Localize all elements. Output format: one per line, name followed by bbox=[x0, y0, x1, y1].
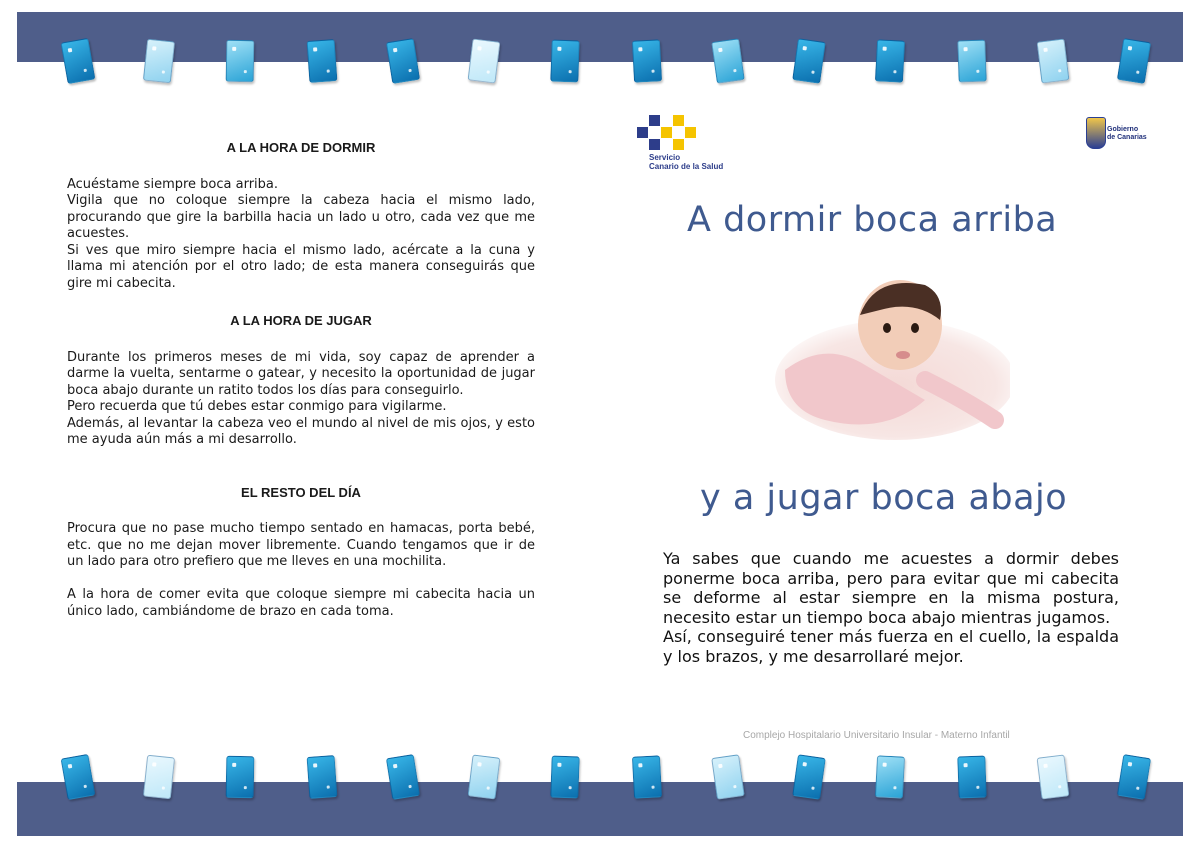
page-subtitle: y a jugar boca abajo bbox=[700, 478, 1068, 518]
gobierno-logo-text: Gobierno de Canarias bbox=[1107, 126, 1147, 141]
decorative-tile-icon bbox=[957, 756, 986, 799]
page-title: A dormir boca arriba bbox=[687, 200, 1058, 240]
decorative-tile-icon bbox=[632, 755, 662, 798]
decorative-tile-icon bbox=[61, 754, 96, 800]
top-decorative-band bbox=[17, 12, 1183, 62]
decorative-tile-icon bbox=[551, 40, 580, 83]
decorative-tile-icon bbox=[792, 754, 826, 799]
decorative-tile-icon bbox=[792, 38, 826, 83]
decorative-tile-icon bbox=[632, 39, 662, 82]
section-text-jugar: Durante los primeros meses de mi vida, soy capaz de aprender a darme la vuelta, sentarme o gatear, y necesito la oportunidad de jugar boca abajo durante un ratito todos los días para conseguirlo. Pero recuerda que tú debes estar conmigo para vigilarme. Además, al levantar la cabeza veo el mundo al nivel de mis ojos, y esto me ayuda aún más a mi desarrollo. bbox=[67, 349, 535, 447]
decorative-tile-icon bbox=[306, 39, 337, 83]
decorative-tile-icon bbox=[143, 39, 175, 84]
decorative-tile-icon bbox=[1036, 754, 1069, 799]
section-title-jugar: A LA HORA DE JUGAR bbox=[230, 313, 372, 328]
left-panel bbox=[67, 140, 535, 620]
decorative-tile-icon bbox=[551, 756, 580, 799]
baby-photo bbox=[765, 270, 1010, 445]
section-title-dormir: A LA HORA DE DORMIR bbox=[226, 140, 376, 155]
decorative-tile-icon bbox=[1036, 38, 1069, 83]
decorative-tile-icon bbox=[711, 754, 745, 799]
decorative-tile-icon bbox=[468, 754, 501, 799]
intro-paragraph: Ya sabes que cuando me acuestes a dormir debes ponerme boca arriba, pero para evitar que mi cabecita se deforme al estar siempre en la misma postura, necesito estar un tiempo boca abajo mientras jugamos. Así, conseguiré tener más fuerza en el cuello, la espalda y los brazos, y me desarrollaré mejor. bbox=[663, 549, 1119, 666]
coat-of-arms-icon bbox=[1086, 117, 1106, 149]
decorative-tile-icon bbox=[386, 754, 420, 800]
decorative-tile-icon bbox=[226, 756, 255, 798]
decorative-tile-icon bbox=[875, 755, 905, 798]
decorative-tile-icon bbox=[306, 755, 337, 799]
decorative-tile-icon bbox=[143, 755, 175, 800]
gobierno-canarias-logo bbox=[1086, 117, 1147, 149]
decorative-tile-icon bbox=[711, 38, 745, 83]
section-text-dormir: Acuéstame siempre boca arriba. Vigila que no coloque siempre la cabeza hacia el mismo lado, procurando que gire la barbilla hacia un lado u otro, cada vez que me acuestes. Si ves que miro siempre hacia el mismo lado, acércate a la cuna y llama mi atención por el otro lado; de esta manera conseguirás que gire mi cabecita. bbox=[67, 176, 535, 291]
scs-logo-text: Servicio Canario de la Salud bbox=[649, 153, 724, 171]
bottom-decorative-band bbox=[17, 782, 1183, 836]
decorative-tile-icon bbox=[226, 40, 255, 82]
decorative-tile-icon bbox=[875, 39, 905, 82]
section-title-resto: EL RESTO DEL DÍA bbox=[241, 484, 361, 500]
section-text-resto: Procura que no pase mucho tiempo sentado en hamacas, porta bebé, etc. que no me dejan mover libremente. Cuando tengamos que ir de un lado para otro prefiero que me lleves en una mochilita. A la hora de comer evita que coloque siempre mi cabecita hacia un único lado, cambiándome de brazo en cada toma. bbox=[67, 521, 535, 619]
footer-credit: Complejo Hospitalario Universitario Insular - Materno Infantil bbox=[743, 730, 1010, 741]
decorative-tile-icon bbox=[957, 40, 986, 83]
decorative-tile-icon bbox=[1117, 38, 1151, 84]
decorative-tile-icon bbox=[468, 38, 501, 83]
